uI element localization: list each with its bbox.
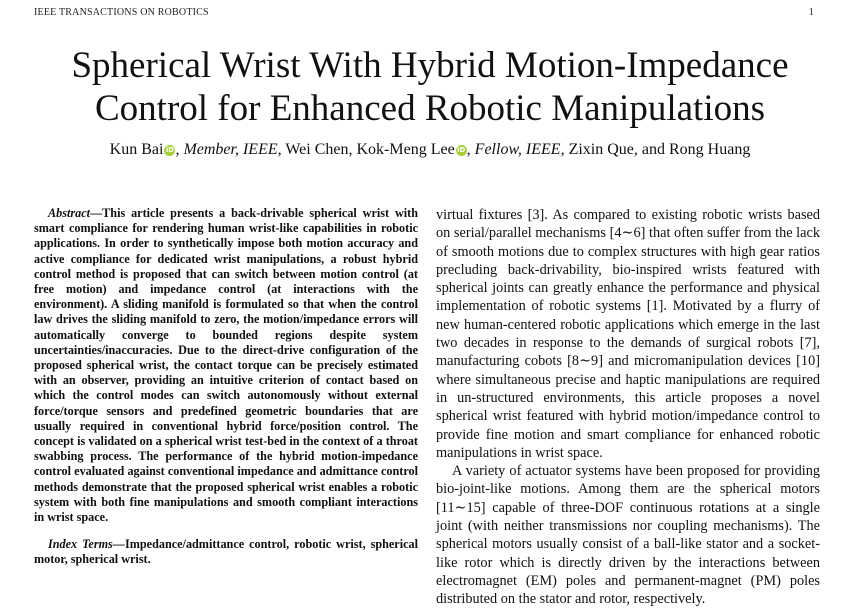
abstract-text: This article presents a back-drivable spherical wrist with smart compliance for rendering human wrist-like capabilities in robotic applications. In order to synthetically impose both motion accuracy and active compliance for dedicated wrist manipulations, a robust hybrid control method is proposed that can switch between motion control (at free motion) and impedance control (at interactions with the environment). A sliding manifold is formulated so that when the control law drives the sliding manifold to zero, the motion/impedance errors will automatically converge to bounded regions despite system uncertainties/inaccuracies. Due to the direct-drive configuration of the proposed spherical wrist, the contact torque can be precisely estimated with an observer, providing an intuitive criterion of contact based on which the control modes can switch autonomously without external force/torque sensors and predefined geometric boundaries that are usually required in conventional hybrid force/position control. The concept is validated on a spherical wrist test-bed in the context of a throat swabbing process. The performance of the hybrid motion-impedance control evaluated against conventional impedance and admittance control methods demonstrate that the proposed spherical wrist enables a robotic system with both fine manipulations and smooth compliant interactions in wrist space. [34, 206, 418, 525]
author-membership: , Fellow, IEEE, [466, 141, 565, 158]
author-name: Kun Bai [109, 141, 164, 158]
body-column [436, 206, 820, 609]
body-paragraph: virtual fixtures [3]. As compared to existing robotic wrists based on serial/parallel mechanisms [4∼6] that often suffer from the lack of smooth motions due to complex structures with high gear ratios precluding back-drivability, bio-inspired wrists featured with spherical joints can greatly enhance the performance and physical implementation of robotic systems [1]. Motivated by a flurry of new human-centered robotic applications which emerge in the last two decades in response to the demands of surgical robots [7], manufacturing cobots [8∼9] and micromanipulation devices [10] where simultaneous precise and haptic manipulations are required in un-structured environments, this article proposes a novel spherical wrist featured with hybrid motion/impedance control to provide fine motion and smart compliance for enhanced robotic manipulations in wrist space. [436, 207, 820, 461]
author-names-middle: Wei Chen, Kok-Meng Lee [281, 141, 455, 158]
orcid-icon[interactable]: iD [457, 146, 466, 154]
abstract-label: Abstract— [48, 206, 103, 220]
abstract-column [34, 206, 418, 568]
paper-title [0, 44, 860, 130]
page-number: 1 [808, 7, 814, 18]
journal-name: IEEE TRANSACTIONS ON ROBOTICS [34, 7, 209, 18]
index-terms [34, 537, 418, 567]
abstract [34, 206, 418, 525]
index-terms-label: Index Terms— [48, 537, 125, 552]
author-names-rest: Zixin Que, and Rong Huang [564, 141, 751, 158]
running-header [34, 7, 826, 21]
index-terms-text: Impedance/admittance control, robotic wrist, spherical motor, spherical wrist. [34, 537, 418, 567]
title-line-1: Spherical Wrist With Hybrid Motion-Impedance [71, 45, 789, 86]
author-list [0, 140, 860, 160]
title-line-2: Control for Enhanced Robotic Manipulations [95, 88, 765, 129]
orcid-icon[interactable]: iD [165, 146, 175, 154]
author-membership: , Member, IEEE, [175, 141, 282, 158]
body-paragraph: A variety of actuator systems have been proposed for providing bio-joint-like motions. Among them are the spherical motors [11∼15] capable of three-DOF continuous rotations at a single joint (with neither transmissions nor coupling mechanisms). The spherical motors usually consist of a ball-like stator and a socket-like rotor which is directly driven by the interactions between electromagnet (EM) poles and permanent-magnet (PM) poles distributed on the stator and rotor, respectively. [436, 463, 820, 608]
